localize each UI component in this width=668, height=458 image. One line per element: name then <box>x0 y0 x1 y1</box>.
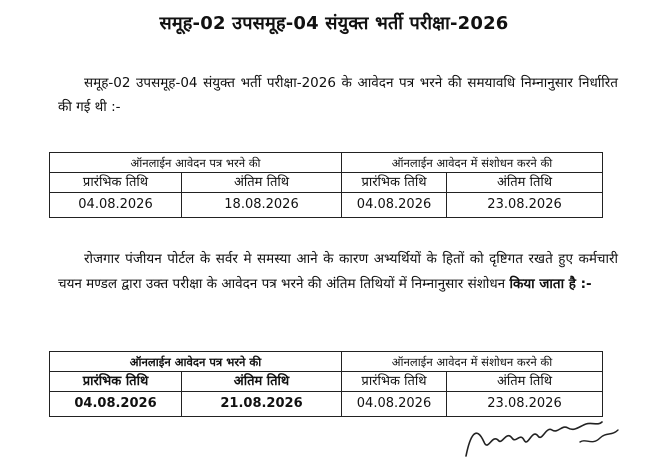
correction-last-date: 23.08.2026 <box>447 392 603 417</box>
application-start-date: 04.08.2026 <box>50 193 182 218</box>
column-header-last-date: अंतिम तिथि <box>182 372 342 392</box>
table-group-header-row <box>50 153 603 173</box>
table-column-header-row <box>50 173 603 193</box>
correction-last-date: 23.08.2026 <box>447 193 603 218</box>
group-header-application: ऑनलाईन आवेदन पत्र भरने की <box>50 153 342 173</box>
group-header-application: ऑनलाईन आवेदन पत्र भरने की <box>50 352 342 372</box>
column-header-start-date: प्रारंभिक तिथि <box>50 173 182 193</box>
application-last-date: 18.08.2026 <box>182 193 342 218</box>
group-header-correction: ऑनलाईन आवेदन में संशोधन करने की <box>342 153 603 173</box>
correction-start-date: 04.08.2026 <box>342 392 447 417</box>
handwritten-signature <box>462 416 622 458</box>
table-group-header-row <box>50 352 603 372</box>
group-header-correction: ऑनलाईन आवेदन में संशोधन करने की <box>342 352 603 372</box>
revision-paragraph-tail: किया जाता है :- <box>509 276 592 292</box>
intro-paragraph: समूह-02 उपसमूह-04 संयुक्त भर्ती परीक्षा-2026 के आवेदन पत्र भरने की समयावधि निम्नानुसार निर्धारित की गई थी :- <box>58 75 618 115</box>
column-header-start-date: प्रारंभिक तिथि <box>50 372 182 392</box>
revision-paragraph-lead: रोजगार पंजीयन पोर्टल के सर्वर मे समस्या आने के कारण अभ्यर्थियों के हितों को दृष्टिगत रखते हुए कर्मचारी चयन मण्डल द्वारा उक्त परीक्षा के आवेदन पत्र भरने की अंतिम तिथियों में निम्नानुसार संशोधन <box>58 251 618 292</box>
column-header-start-date: प्रारंभिक तिथि <box>342 173 447 193</box>
table-row <box>50 392 603 417</box>
application-last-date: 21.08.2026 <box>182 392 342 417</box>
revised-schedule-table <box>49 351 603 417</box>
column-header-start-date: प्रारंभिक तिथि <box>342 372 447 392</box>
application-start-date: 04.08.2026 <box>50 392 182 417</box>
correction-start-date: 04.08.2026 <box>342 193 447 218</box>
table-column-header-row <box>50 372 603 392</box>
notice-title: समूह-02 उपसमूह-04 संयुक्त भर्ती परीक्षा-2026 <box>159 13 509 34</box>
column-header-last-date: अंतिम तिथि <box>182 173 342 193</box>
column-header-last-date: अंतिम तिथि <box>447 173 603 193</box>
revision-paragraph <box>58 247 618 297</box>
column-header-last-date: अंतिम तिथि <box>447 372 603 392</box>
original-schedule-table <box>49 152 603 218</box>
table-row <box>50 193 603 218</box>
